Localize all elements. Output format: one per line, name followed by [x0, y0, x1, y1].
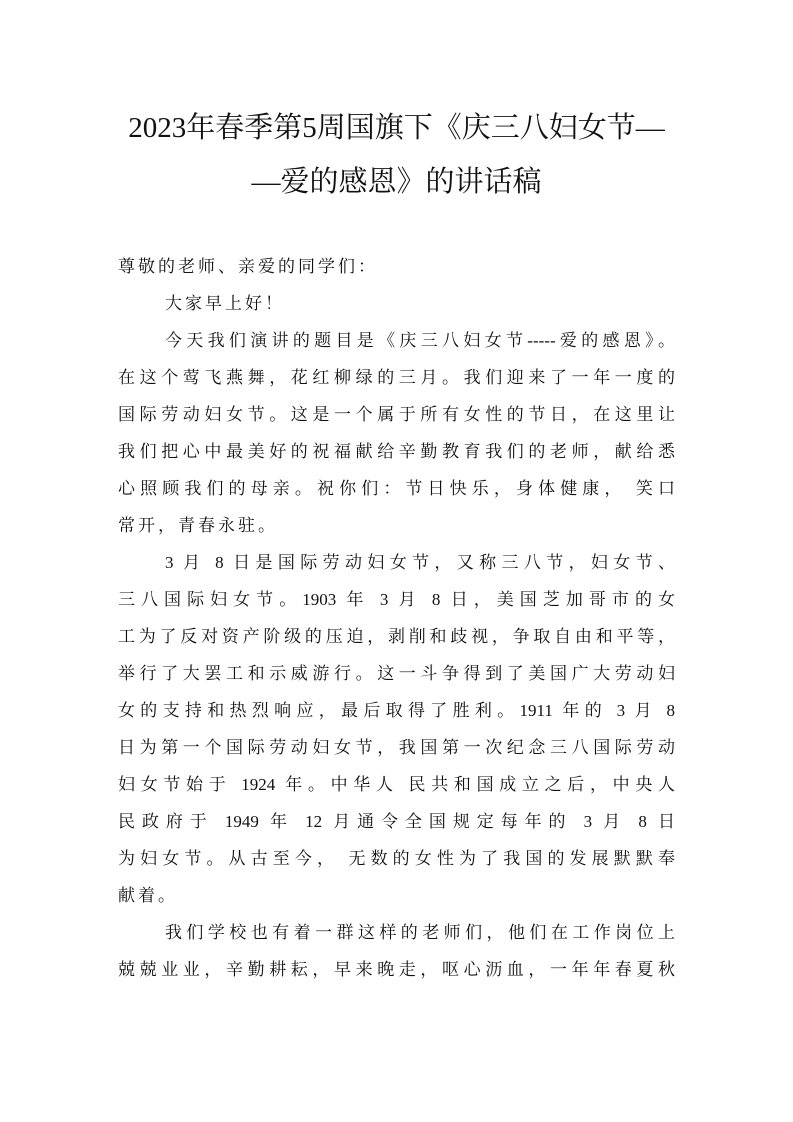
text-line: 3 月 8 日是国际劳动妇女节，又称三八节，妇女节、	[165, 553, 675, 572]
greeting: 大家早上好！	[165, 294, 285, 313]
salutation: 尊敬的老师、亲爱的同学们：	[118, 257, 378, 276]
text-line: 国际劳动妇女节。这是一个属于所有女性的节日，在这里让	[118, 405, 675, 424]
text-line: 妇女节始于 1924 年。中华人 民共和国成立之后，中央人	[118, 775, 675, 794]
document-body	[118, 248, 675, 988]
paragraph-3	[118, 914, 675, 988]
text-line: 日为第一个国际劳动妇女节，我国第一次纪念三八国际劳动	[118, 738, 675, 757]
text-line: 今天我们演讲的题目是《庆三八妇女节-----爱的感恩》。	[165, 331, 675, 350]
text-line: 在这个莺飞燕舞，花红柳绿的三月。我们迎来了一年一度的	[118, 368, 675, 387]
document-title-line-2: —爱的感恩》的讲话稿	[251, 166, 542, 198]
text-line: 我们把心中最美好的祝福献给辛勤教育我们的老师，献给悉	[118, 442, 675, 461]
text-line: 心照顾我们的母亲。祝你们：节日快乐，身体健康， 笑口	[118, 479, 675, 498]
text-line: 兢兢业业，辛勤耕耘，早来晚走，呕心沥血，一年年春夏秋	[118, 960, 675, 979]
paragraph-2	[118, 544, 675, 914]
document-title-line-1: 2023年春季第5周国旗下《庆三八妇女节—	[128, 112, 665, 144]
text-line: 我们学校也有着一群这样的老师们，他们在工作岗位上	[165, 923, 675, 942]
paragraph-1	[118, 322, 675, 544]
text-line: 三八国际妇女节。1903 年 3 月 8 日，美国芝加哥市的女	[118, 590, 675, 609]
text-line: 献着。	[118, 886, 178, 905]
text-line: 举行了大罢工和示威游行。这一斗争得到了美国广大劳动妇	[118, 664, 675, 683]
text-line: 民政府于 1949 年 12 月通令全国规定每年的 3 月 8 日	[118, 812, 675, 831]
text-line: 为妇女节。从古至今， 无数的女性为了我国的发展默默奉	[118, 849, 675, 868]
text-line: 女的支持和热烈响应，最后取得了胜利。1911 年的 3 月 8	[118, 701, 675, 720]
text-line: 工为了反对资产阶级的压迫，剥削和歧视，争取自由和平等，	[118, 627, 675, 646]
text-line: 常开，青春永驻。	[118, 516, 278, 535]
